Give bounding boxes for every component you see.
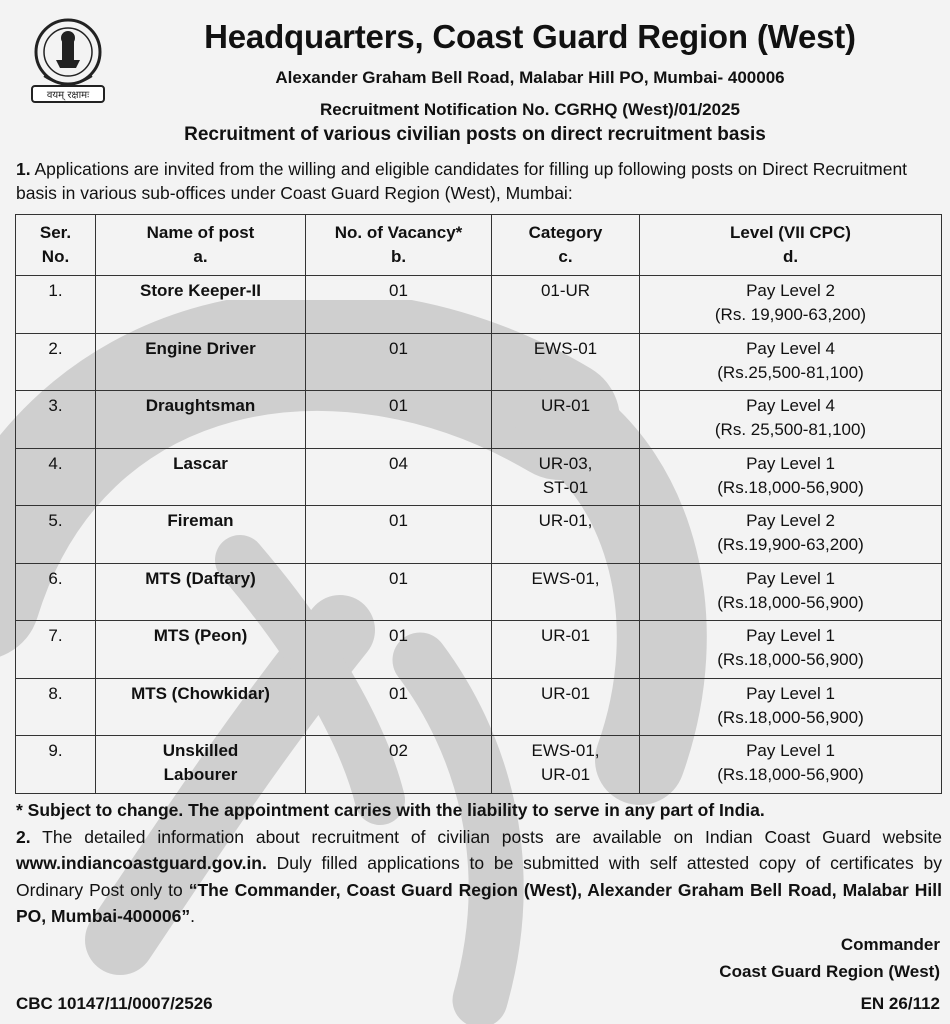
intro-number: 1. xyxy=(16,159,31,179)
intro-paragraph xyxy=(16,157,942,205)
header-level: Level (VII CPC) d. xyxy=(640,215,942,276)
table-row xyxy=(16,391,942,449)
cell-vacancy: 01 xyxy=(306,621,492,679)
cell-ser: 6. xyxy=(16,563,96,621)
header-category: Category c. xyxy=(492,215,640,276)
cell-post: MTS (Peon) xyxy=(96,621,306,679)
cell-post: Engine Driver xyxy=(96,333,306,391)
cell-post: Unskilled Labourer xyxy=(96,736,306,794)
subject-line: Recruitment of various civilian posts on direct recruitment basis xyxy=(184,124,766,145)
cell-ser: 9. xyxy=(16,736,96,794)
cell-category: EWS-01, UR-01 xyxy=(492,736,640,794)
cell-ser: 7. xyxy=(16,621,96,679)
table-row xyxy=(16,448,942,506)
cell-category: EWS-01, xyxy=(492,563,640,621)
table-row xyxy=(16,333,942,391)
cell-level: Pay Level 1 (Rs.18,000-56,900) xyxy=(640,448,942,506)
cell-level: Pay Level 2 (Rs. 19,900-63,200) xyxy=(640,276,942,334)
cell-post: MTS (Chowkidar) xyxy=(96,678,306,736)
signatory-title: Commander xyxy=(840,935,940,954)
table-row xyxy=(16,506,942,564)
emblem-tagline: वयम् रक्षामः xyxy=(46,90,90,101)
header-vacancy: No. of Vacancy* b. xyxy=(306,215,492,276)
paragraph-2: 2. The detailed information about recruitment of civilian posts are available on Indian Coast Guard website www.indiancoastguard.gov.in. Duly filled applications to be submitted with self attested copy of certificates by Ordinary Post only to “The Commander, Coast Guard Region (West), Alexander Graham Bell Road, Malabar Hill PO, Mumbai-400006”. xyxy=(16,826,942,926)
cell-category: 01-UR xyxy=(492,276,640,334)
cell-ser: 5. xyxy=(16,506,96,564)
cell-ser: 8. xyxy=(16,678,96,736)
cell-post: Lascar xyxy=(96,448,306,506)
cell-category: UR-03, ST-01 xyxy=(492,448,640,506)
cell-vacancy: 01 xyxy=(306,563,492,621)
cell-post: MTS (Daftary) xyxy=(96,563,306,621)
cell-level: Pay Level 1 (Rs.18,000-56,900) xyxy=(640,678,942,736)
cell-level: Pay Level 1 (Rs.18,000-56,900) xyxy=(640,563,942,621)
cell-vacancy: 02 xyxy=(306,736,492,794)
cell-ser: 4. xyxy=(16,448,96,506)
cell-category: UR-01 xyxy=(492,678,640,736)
cell-vacancy: 01 xyxy=(306,391,492,449)
cbc-code: CBC 10147/11/0007/2526 xyxy=(16,994,213,1013)
cell-level: Pay Level 1 (Rs.18,000-56,900) xyxy=(640,736,942,794)
signatory-office: Coast Guard Region (West) xyxy=(719,962,940,981)
address-line: Alexander Graham Bell Road, Malabar Hill PO, Mumbai- 400006 xyxy=(275,68,785,87)
footnote: * Subject to change. The appointment carries with the liability to serve in any part of India. xyxy=(16,800,765,820)
en-code: EN 26/112 xyxy=(860,994,940,1013)
header-post: Name of post a. xyxy=(96,215,306,276)
table-header-row xyxy=(16,215,942,276)
table-row xyxy=(16,736,942,794)
cell-category: UR-01, xyxy=(492,506,640,564)
cell-level: Pay Level 1 (Rs.18,000-56,900) xyxy=(640,621,942,679)
website-link[interactable]: www.indiancoastguard.gov.in. xyxy=(16,853,267,873)
cell-vacancy: 01 xyxy=(306,678,492,736)
postal-address: “The Commander, Coast Guard Region (West), Alexander Graham Bell Road, Malabar Hill PO, Mumbai-400006” xyxy=(16,879,942,926)
cell-level: Pay Level 2 (Rs.19,900-63,200) xyxy=(640,506,942,564)
cell-level: Pay Level 4 (Rs.25,500-81,100) xyxy=(640,333,942,391)
cell-post: Fireman xyxy=(96,506,306,564)
intro-text: Applications are invited from the willing and eligible candidates for filling up following posts on Direct Recruitment basis in various sub-offices under Coast Guard Region (West), Mumbai: xyxy=(16,159,908,203)
page-title: Headquarters, Coast Guard Region (West) xyxy=(204,18,856,55)
cell-ser: 1. xyxy=(16,276,96,334)
table-row xyxy=(16,678,942,736)
notes-section xyxy=(16,797,942,930)
table-row xyxy=(16,621,942,679)
cell-category: UR-01 xyxy=(492,621,640,679)
cell-category: UR-01 xyxy=(492,391,640,449)
header-ser: Ser. No. xyxy=(16,215,96,276)
notification-number: Recruitment Notification No. CGRHQ (West)/01/2025 xyxy=(319,100,741,119)
cell-vacancy: 01 xyxy=(306,506,492,564)
coast-guard-emblem-icon xyxy=(26,16,110,112)
vacancy-table xyxy=(15,214,942,794)
cell-post: Store Keeper-II xyxy=(96,276,306,334)
cell-vacancy: 04 xyxy=(306,448,492,506)
table-row xyxy=(16,276,942,334)
cell-vacancy: 01 xyxy=(306,333,492,391)
cell-level: Pay Level 4 (Rs. 25,500-81,100) xyxy=(640,391,942,449)
cell-ser: 3. xyxy=(16,391,96,449)
cell-ser: 2. xyxy=(16,333,96,391)
table-row xyxy=(16,563,942,621)
cell-vacancy: 01 xyxy=(306,276,492,334)
cell-post: Draughtsman xyxy=(96,391,306,449)
cell-category: EWS-01 xyxy=(492,333,640,391)
